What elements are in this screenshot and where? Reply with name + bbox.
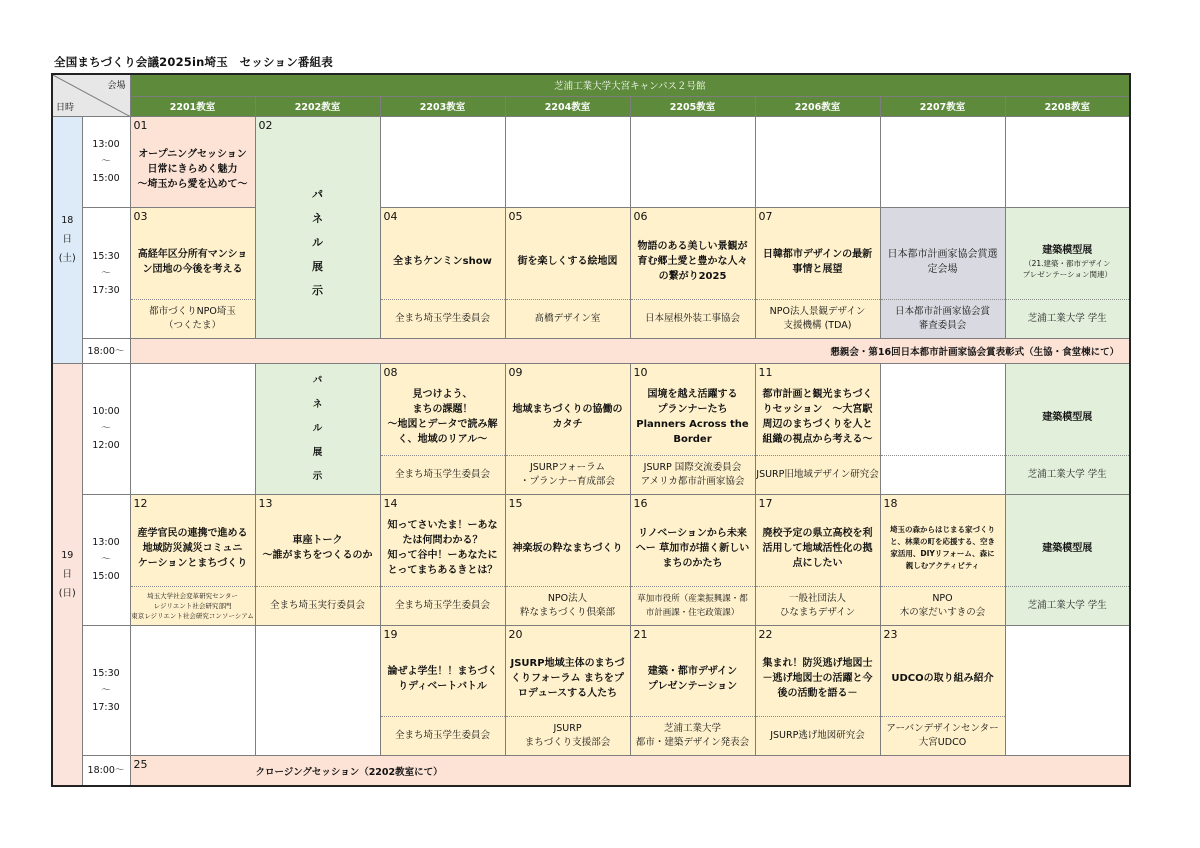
session-number: 19	[383, 627, 398, 641]
room-header-2208: 2208教室	[1005, 96, 1130, 116]
session-09[interactable]	[505, 364, 630, 495]
session-title: クロージングセッション（2202教室にて）	[255, 766, 443, 778]
session-number	[1006, 208, 1130, 224]
session-organizer: 日本都市計画家協会賞 審査委員会	[881, 299, 1005, 338]
session-title: JSURP地域主体のまちづ くりフォーラム まちをプ ロデュースする人たち	[510, 658, 625, 700]
session-organizer: 一般社団法人 ひなまちデザイン	[756, 586, 880, 625]
session-organizer: 芝浦工業大学 学生	[1006, 455, 1130, 494]
room-header-2202: 2202教室	[255, 96, 380, 116]
session-title: 建築・都市デザイン プレゼンテーション	[647, 665, 738, 692]
session-04[interactable]	[380, 208, 505, 339]
session-01[interactable]	[130, 116, 255, 208]
session-title: 廃校予定の県立高校を利 活用して地域活性化の拠 点にしたい	[762, 527, 873, 569]
session-12[interactable]	[130, 494, 255, 625]
date-label: 日時	[56, 102, 75, 113]
session-organizer: 芝浦工業大学 学生	[1006, 299, 1130, 338]
session-title: リノベーションから未来 へー 草加市が描く新しい まちのかたち	[635, 527, 750, 569]
session-title: 国境を越え活躍する プランナーたち Planners Across the Border	[636, 389, 749, 446]
day-18-label: 18 日 (土)	[52, 116, 82, 363]
session-number	[1006, 364, 1130, 380]
session-22[interactable]	[755, 625, 880, 756]
empty-cell	[1005, 116, 1130, 208]
session-10[interactable]	[630, 364, 755, 495]
session-title: UDCOの取り組み紹介	[891, 673, 994, 685]
session-organizer: NPO法人 粋なまちづくり倶楽部	[506, 586, 630, 625]
session-15[interactable]	[505, 494, 630, 625]
session-21[interactable]	[630, 625, 755, 756]
session-title: 街を楽しくする絵地図	[517, 256, 618, 268]
session-number: 06	[633, 210, 648, 224]
session-23[interactable]	[880, 625, 1005, 756]
session-19[interactable]	[380, 625, 505, 756]
empty-cell	[255, 625, 380, 756]
session-organizer: 全まち埼玉学生委員会	[381, 586, 505, 625]
session-title: 建築模型展 （21.建築・都市デザイン プレゼンテーション関連）	[1022, 245, 1112, 280]
empty-cell	[880, 364, 1005, 495]
session-2208-model-exhibit[interactable]	[1005, 208, 1130, 339]
session-title: 知ってさいたま！ーあな たは何問わかる？ 知って谷中！ーあなたに とってまちあるきとは？	[387, 520, 498, 577]
room-header-2201: 2201教室	[130, 96, 255, 116]
session-number: 08	[383, 366, 398, 380]
evening-reception[interactable]: 懇親会・第16回日本都市計画家協会賞表彰式（生協・食堂棟にて）	[130, 338, 1130, 363]
session-number: 03	[133, 210, 148, 224]
day-19-label: 19 日 (日)	[52, 364, 82, 786]
session-organizer: 全まち埼玉学生委員会	[381, 716, 505, 755]
session-number: 12	[133, 496, 148, 510]
session-number: 20	[508, 627, 523, 641]
empty-cell	[505, 116, 630, 208]
session-number: 17	[758, 496, 773, 510]
session-organizer: 全まち埼玉学生委員会	[381, 299, 505, 338]
session-title: 車座トーク ～誰がまちをつくるのか	[262, 535, 373, 562]
time-slot: 18:00～	[82, 756, 130, 786]
session-organizer: アーバンデザインセンター 大宮UDCO	[881, 716, 1005, 755]
panel-exhibit-day19[interactable]: パ ネ ル 展 示	[255, 364, 380, 495]
session-13[interactable]	[255, 494, 380, 625]
session-title: 建築模型展	[1042, 411, 1093, 423]
session-number: 05	[508, 210, 523, 224]
panel-exhibit-label: パ ネ ル 展 示	[312, 187, 323, 297]
session-organizer: 日本屋根外装工事協会	[631, 299, 755, 338]
session-2208-model-exhibit-pm[interactable]	[1005, 494, 1130, 625]
campus-header: 芝浦工業大学大宮キャンパス２号館	[130, 74, 1130, 96]
session-07[interactable]	[755, 208, 880, 339]
session-title: 日本都市計画家協会賞選 定会場	[887, 248, 998, 275]
session-number: 01	[133, 118, 148, 132]
room-header-2207: 2207教室	[880, 96, 1005, 116]
session-number: 22	[758, 627, 773, 641]
session-title: 物語のある美しい景観が 育む郷土愛と豊かな人々 の繋がり2025	[637, 241, 748, 283]
empty-cell	[380, 116, 505, 208]
session-05[interactable]	[505, 208, 630, 339]
document-title: 全国まちづくり会議2025in埼玉 セッション番組表	[54, 55, 333, 69]
room-header-2203: 2203教室	[380, 96, 505, 116]
empty-cell	[630, 116, 755, 208]
time-slot: 13:00 ～ 15:00	[82, 494, 130, 625]
session-organizer: 全まち埼玉学生委員会	[381, 455, 505, 494]
session-organizer: JSURP旧地域デザイン研究会	[756, 455, 880, 494]
session-organizer: 埼玉大学社会変革研究センター レジリエント社会研究部門 東京レジリエント社会研究コンソーシアム	[131, 586, 255, 625]
session-title: 見つけよう、 まちの課題！ ～地図とデータで読み解 く、地域のリアル～	[387, 389, 498, 446]
session-14[interactable]	[380, 494, 505, 625]
session-02-panel-exhibit[interactable]	[255, 116, 380, 338]
session-organizer: JSURPフォーラム ・プランナー育成部会	[506, 455, 630, 494]
time-slot: 18:00～	[82, 338, 130, 363]
session-organizer: JSURP 国際交流委員会 アメリカ都市計画家協会	[631, 455, 755, 494]
empty-cell	[130, 625, 255, 756]
room-header-2204: 2204教室	[505, 96, 630, 116]
header-corner	[52, 74, 130, 116]
session-title: 全まちケンミンshow	[393, 256, 492, 268]
session-number: 10	[633, 366, 648, 380]
time-slot: 15:30 ～ 17:30	[82, 625, 130, 756]
session-organizer: JSURP まちづくり支援部会	[506, 716, 630, 755]
session-organizer: 芝浦工業大学 学生	[1006, 586, 1130, 625]
session-organizer: 草加市役所（産業振興課・都 市計画課・住宅政策課）	[631, 586, 755, 625]
session-number: 04	[383, 210, 398, 224]
session-title: 神楽坂の粋なまちづくり	[512, 542, 623, 554]
session-18[interactable]	[880, 494, 1005, 625]
session-title: 都市計画と観光まちづく りセッション ～大宮駅 周辺のまちづくりを人と 組織の視点から考える～	[762, 389, 873, 446]
session-number: 14	[383, 496, 398, 510]
session-25-closing[interactable]	[130, 756, 1130, 786]
session-number: 11	[758, 366, 773, 380]
session-number: 25	[133, 758, 148, 772]
session-title: 日韓都市デザインの最新 事情と展望	[762, 248, 873, 275]
time-slot: 13:00 ～ 15:00	[82, 116, 130, 208]
session-organizer: 芝浦工業大学 都市・建築デザイン発表会	[631, 716, 755, 755]
session-number: 21	[633, 627, 648, 641]
session-03[interactable]	[130, 208, 255, 339]
session-number: 18	[883, 496, 898, 510]
empty-cell	[880, 116, 1005, 208]
session-number	[881, 208, 1005, 224]
session-organizer: 髙橋デザイン室	[506, 299, 630, 338]
session-number: 09	[508, 366, 523, 380]
session-organizer: NPO 木の家だいすきの会	[881, 586, 1005, 625]
session-title: 高経年区分所有マンショ ン団地の今後を考える	[137, 248, 248, 275]
session-08[interactable]	[380, 364, 505, 495]
session-schedule-table	[51, 73, 1131, 787]
session-title: 論ぜよ学生！！まちづく りディベートバトル	[387, 665, 498, 692]
session-title: 集まれ！防災逃げ地図士 －逃げ地図士の活躍と今 後の活動を語る－	[762, 658, 873, 700]
time-slot: 15:30 ～ 17:30	[82, 208, 130, 339]
empty-cell	[755, 116, 880, 208]
session-organizer: 都市づくりNPO埼玉 （つくたま）	[131, 299, 255, 338]
session-06[interactable]	[630, 208, 755, 339]
room-header-2206: 2206教室	[755, 96, 880, 116]
session-17[interactable]	[755, 494, 880, 625]
session-number: 07	[758, 210, 773, 224]
session-title: 埼玉の森からはじまる家づくり と、林業の町を応援する、空き 家活用、DIYリフォーム、森に 親しむアクティビティ	[890, 525, 995, 571]
session-number: 15	[508, 496, 523, 510]
session-number: 13	[258, 496, 273, 510]
session-number: 16	[633, 496, 648, 510]
empty-cell	[130, 364, 255, 495]
empty-cell	[1005, 625, 1130, 756]
session-11[interactable]	[755, 364, 880, 495]
session-number: 23	[883, 627, 898, 641]
session-number	[1006, 495, 1130, 511]
room-header-2205: 2205教室	[630, 96, 755, 116]
session-title: 地域まちづくりの協働の カタチ	[512, 404, 623, 431]
session-organizer: 全まち埼玉実行委員会	[256, 586, 380, 625]
venue-label: 会場	[107, 81, 126, 91]
session-number: 02	[258, 118, 273, 132]
session-2207-award-selection[interactable]	[880, 208, 1005, 339]
session-16[interactable]	[630, 494, 755, 625]
time-slot: 10:00 ～ 12:00	[82, 364, 130, 495]
session-20[interactable]	[505, 625, 630, 756]
session-organizer: NPO法人景観デザイン 支援機構 (TDA)	[756, 299, 880, 338]
session-organizer: JSURP逃げ地図研究会	[756, 716, 880, 755]
session-2208-model-exhibit-am[interactable]	[1005, 364, 1130, 495]
session-title: 建築模型展	[1042, 542, 1093, 554]
session-title: オープニングセッション 日常にきらめく魅力 ～埼玉から愛を込めて～	[137, 149, 248, 191]
session-title: 産学官民の連携で進める 地域防災減災コミュニ ケーションとまちづくり	[137, 527, 248, 569]
